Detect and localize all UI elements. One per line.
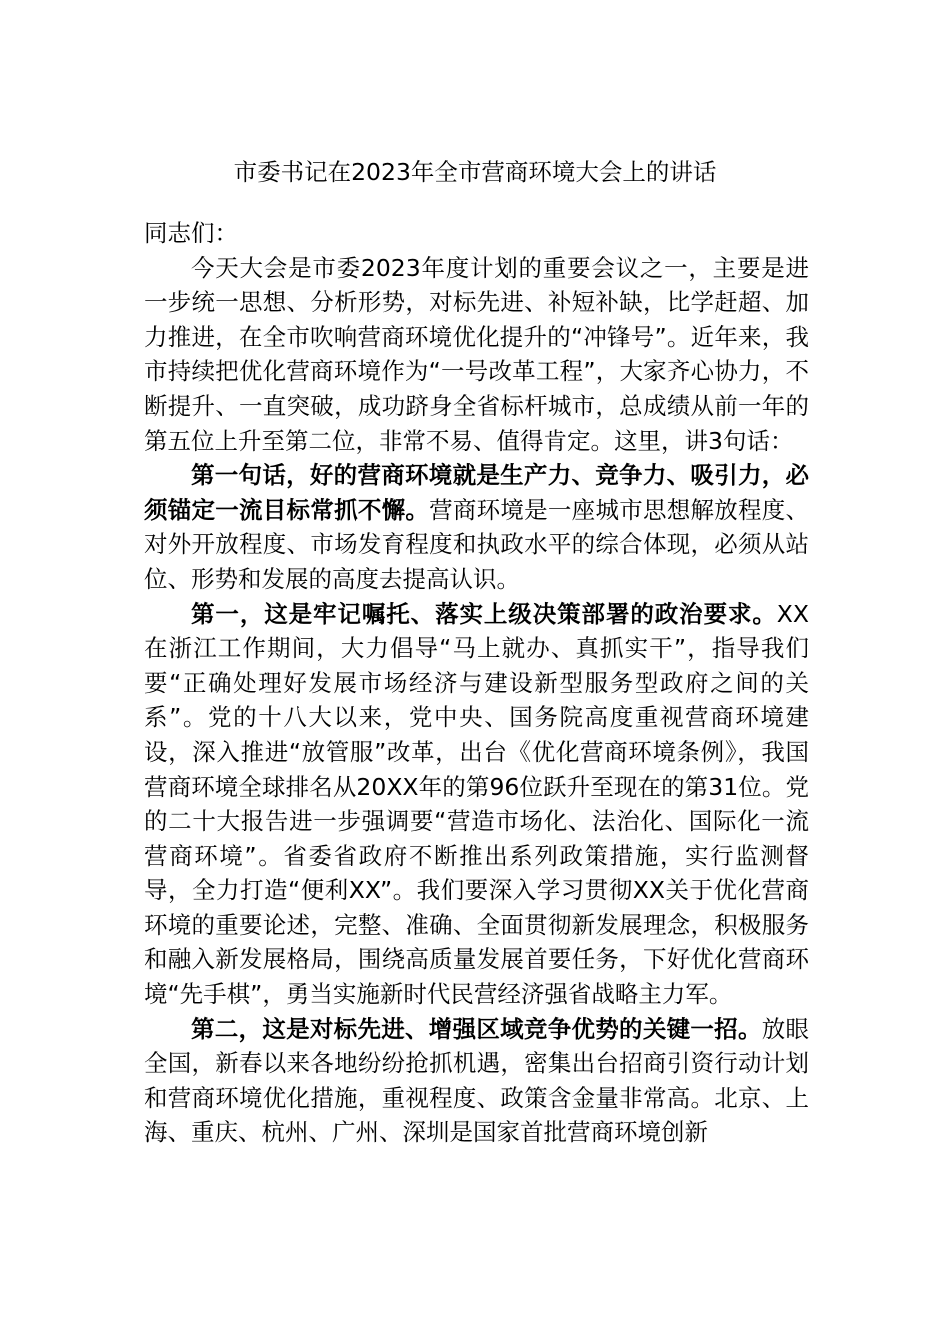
heading-second-reason: 第二，这是对标先进、增强区域竞争优势的关键一招。 [191, 1014, 762, 1043]
paragraph-first-reason [144, 597, 809, 1012]
document-title: 市委书记在2023年全市营商环境大会上的讲话 [233, 158, 717, 186]
heading-point-one: 第一句话，好的营商环境就是生产力、竞争力、吸引力，必须锚定一流目标常抓不懈。 [144, 461, 809, 524]
text-point-one: 营商环境是一座城市思想解放程度、对外开放程度、市场发育程度和执政水平的综合体现，必须从站位、形势和发展的高度去提高认识。 [144, 495, 810, 593]
text-first-reason: XX在浙江工作期间，大力倡导“马上就办、真抓实干”，指导我们要“正确处理好发展市场经济与建设新型服务型政府之间的关系”。党的十八大以来，党中央、国务院高度重视营商环境建设，深入推进“放管服”改革，出台《优化营商环境条例》，我国营商环境全球排名从20XX年的第96位跃升至现在的第31位。党的二十大报告进一步强调要“营造市场化、法治化、国际化一流营商环境”。省委省政府不断推出系列政策措施，实行监测督导，全力打造“便利XX”。我们要深入学习贯彻XX关于优化营商环境的重要论述，完整、准确、全面贯彻新发展理念，积极服务和融入新发展格局，围绕高质量发展首要任务，下好优化营商环境“先手棋”，勇当实施新时代民营经济强省战略主力军。 [144, 599, 809, 1009]
paragraph-point-one [144, 458, 809, 596]
salutation: 同志们： [144, 219, 238, 247]
paragraph-second-reason [144, 1012, 809, 1150]
heading-first-reason: 第一，这是牢记嘱托、落实上级决策部署的政治要求。 [191, 599, 777, 628]
paragraph-intro: 今天大会是市委2023年度计划的重要会议之一，主要是进一步统一思想、分析形势，对标先进、补短补缺，比学赶超、加力推进，在全市吹响营商环境优化提升的“冲锋号”。近年来，我市持续把优化营商环境作为“一号改革工程”，大家齐心协力，不断提升、一直突破，成功跻身全省标杆城市，总成绩从前一年的第五位上升至第二位，非常不易、值得肯定。这里，讲3句话： [144, 253, 809, 455]
text-second-reason: 放眼全国，新春以来各地纷纷抢抓机遇，密集出台招商引资行动计划和营商环境优化措施，重视程度、政策含金量非常高。北京、上海、重庆、杭州、广州、深圳是国家首批营商环境创新 [144, 1014, 810, 1147]
document-body [144, 216, 809, 1150]
